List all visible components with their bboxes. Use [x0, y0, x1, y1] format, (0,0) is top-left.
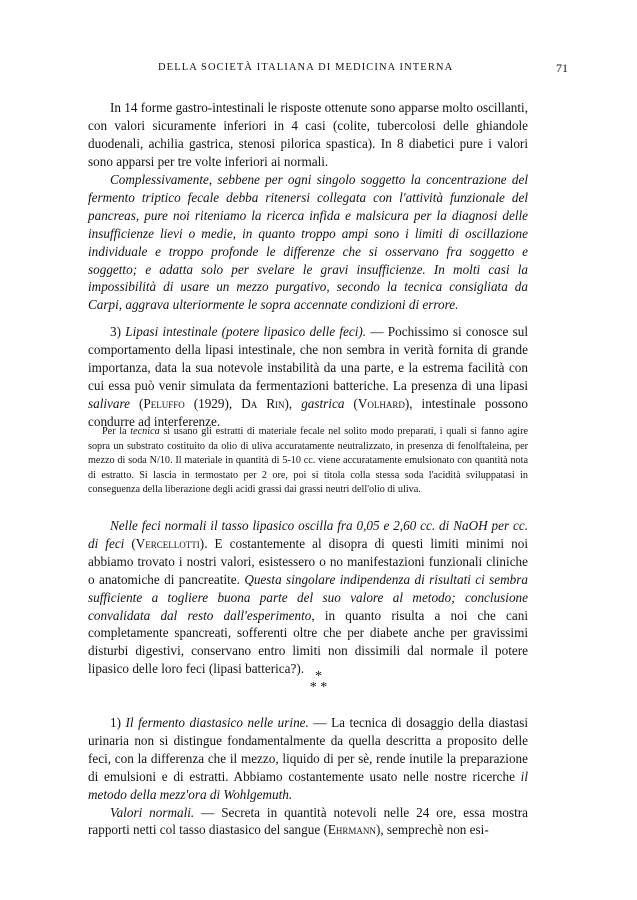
normal-values-heading: Valori normali.: [110, 804, 195, 820]
section-title: Lipasi intestinale (potere lipasico delle feci).: [125, 324, 367, 339]
reference-vercellotti: Vercellotti: [135, 535, 200, 551]
technique-note: Per la tecnica si usano gli estratti di materiale fecale nel solito modo preparati, i quali si fanno agire sopra un substrato costituito da olio di uliva accuratamente neutralizzato, in presenza di fenolftaleina, per mezzo di soda N/10. Il materiale in quantità di 5-10 cc. viene accuratamente emulsionato con quantità nota di estratto. Si lascia in termostato per 2 ore, poi si titola colla stessa soda l'acidità sviluppatasi in conseguenza della liberazione degli acidi grassi dai grassi neutri dell'olio di uliva.: [88, 426, 529, 496]
reference-year: (1929),: [184, 395, 242, 411]
section-title: Il fermento diastasico nelle urine.: [125, 715, 309, 730]
italic-independence-statement: Questa singolare indipendenza di risultati ci sembra sufficiente a togliere buona parte del suo valore al metodo; conclusione convalidata dal resto dall'esperimento: [88, 571, 529, 623]
method-name: il metodo della mezz'ora di Wohlgemuth.: [88, 768, 528, 802]
running-title: DELLA SOCIETÀ ITALIANA DI MEDICINA INTERNA: [158, 62, 454, 73]
paragraph-text: In 14 forme gastro-intestinali le risposte ottenute sono apparse molto oscillanti, con valori sicuramente inferiori in 4 casi (colite, tubercolosi delle ghiandole duodenali, achilia gastrica, stenosi pilorica spastica). In 8 diabetici pure i valori sono apparsi per tre volte inferiori ai normali.: [88, 100, 528, 169]
paragraph-diastatic-urine: 1) Il fermento diastasico nelle urine. — La tecnica di dosaggio della diastasi urinaria non si distingue fondamentalmente da quella descritta a proposito delle feci, con la differenza che il mezzo, liquido di per sè, rende inutile la preparazione di emulsioni e di estratti. Abbiamo costantemente usato nelle nostre ricerche il metodo della mezz'ora di Wohlgemuth. Valori normali. — Secreta in quantità notevoli nelle 24 ore, essa mostra rapporti netti col tasso diastasico del sangue (Ehrmann), semprechè non esi-: [88, 715, 529, 838]
section-number: 1): [110, 715, 121, 730]
paragraph-gastro-intestinal: [88, 99, 528, 171]
page-number: 71: [556, 61, 568, 75]
section-separator: [0, 671, 637, 701]
tecnica-term: tecnica: [130, 426, 160, 437]
paragraph-lipase-results: Nelle feci normali il tasso lipasico oscilla fra 0,05 e 2,60 cc. di NaOH per cc. di feci (Vercellotti). E costantemente al disopra di questi limiti minimi noi abbiamo trovato i nostri valori, esistessero o no manifestazioni funzionali cliniche o anatomiche di pancreatite. Questa singolare indipendenza di risultati ci sembra sufficiente a togliere buona parte del suo valore al metodo; conclusione convalidata dal resto dall'esperimento, in quanto risulta a noi che cani completamente spancreati, sofferenti oltre che per diabete anche per gravissimi disturbi digestivi, conservano entro limiti non dissimili dal normale il potere lipasico delle loro feci (lipasi batterica?).: [88, 518, 529, 677]
italic-normal-values: Nelle feci normali il tasso lipasico oscilla fra 0,05 e 2,60 cc. di NaOH per cc. di feci: [88, 518, 528, 551]
reference-peluffo: Peluffo: [143, 395, 185, 411]
asterisk-top: *: [315, 669, 322, 684]
paragraph-intestinal-lipase: 3) Lipasi intestinale (potere lipasico delle feci). — Pochissimo si conosce sul comportamento della lipasi intestinale, che non sembra in verità fornita di grande importanza, data la sua notevole instabilità da una parte, e la estrema facilità con cui essa può venir simulata da fermentazioni batteriche. La presenza di una lipasi salivare (Peluffo (1929), Da Rin), gastrica (Volhard), intestinale possono condurre ad interferenze.: [88, 324, 529, 429]
running-head: [88, 62, 568, 78]
paragraph-conclusion-triptic: [88, 171, 528, 314]
reference-ehrmann: Ehrmann: [327, 822, 376, 838]
technique-text: si usano gli estratti di materiale fecale nel solito modo preparati, i quali si fanno agire sopra un substrato costituito da olio di uliva accuratamente neutralizzato, in presenza di fenolftaleina, per mezzo di soda N/10. Il materiale in quantità di 5-10 cc. viene accuratamente emulsionato con quantità nota di estratto. Si lascia in termostato per 2 ore, poi si titola colla stessa soda l'acidità sviluppatasi in conseguenza della liberazione degli acidi grassi dai grassi neutri dell'olio di uliva.: [88, 426, 529, 496]
reference-volhard: Volhard: [357, 395, 405, 411]
italic-paragraph-text: Complessivamente, sebbene per ogni singolo soggetto la concentrazione del fermento triptico fecale debba ritenersi collegata con l'attività funzionale del pancreas, pure noi riteniamo la ricerca infida e malsicura per la diagnosi delle insufficienze lievi o medie, in quanto troppo ampi sono i limiti di oscillazione individuale e troppo profonde le differenze che si osservano fra soggetto e soggetto; e adatta solo per svelare le gravi insufficienze. In molti casi la impossibilità di usare un mezzo purgativo, secondo la tecnica consigliata da Carpi, aggrava ulteriormente le sopra accennate condizioni di errore.: [88, 172, 528, 313]
asterisk-bottom: * *: [309, 680, 328, 695]
reference-da-rin: Da Rin: [241, 395, 285, 411]
gastrica-term: gastrica: [301, 395, 345, 411]
salivare-term: salivare: [88, 395, 130, 411]
paragraph-text: — Pochissimo si conosce sul comportamento della lipasi intestinale, che non sembra in verità fornita di grande importanza, data la sua notevole instabilità da una parte, e la estrema facilità con cui essa può venir simulata da fermentazioni batteriche. La presenza di una lipasi: [88, 324, 529, 393]
section-number: 3): [110, 324, 121, 339]
